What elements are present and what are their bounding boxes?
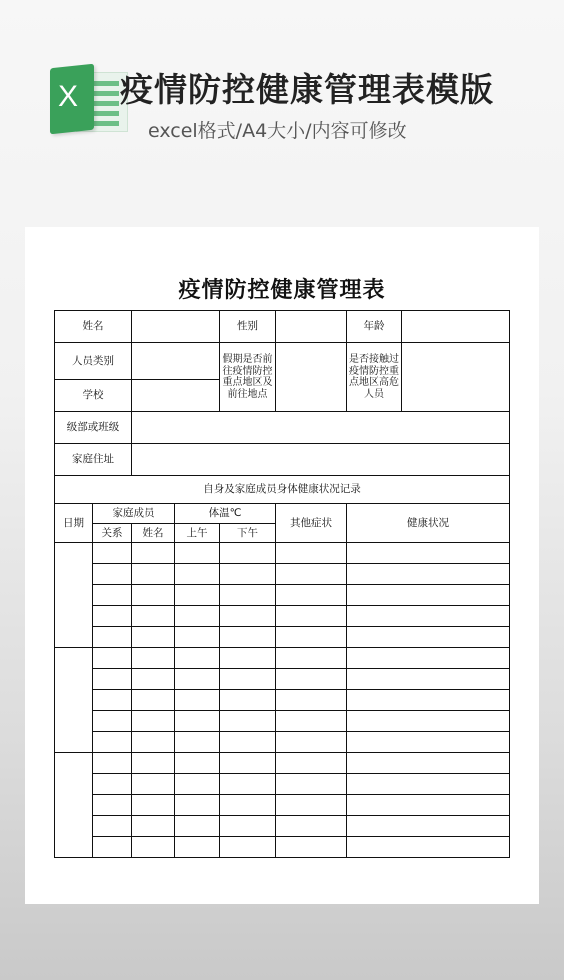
header-date: 日期: [55, 504, 93, 543]
record-name-cell[interactable]: [132, 837, 175, 858]
record-name-cell[interactable]: [132, 543, 175, 564]
record-health-cell[interactable]: [347, 669, 510, 690]
record-relation-cell[interactable]: [93, 690, 132, 711]
record-health-cell[interactable]: [347, 711, 510, 732]
record-relation-cell[interactable]: [93, 837, 132, 858]
field-age[interactable]: [402, 311, 510, 343]
record-relation-cell[interactable]: [93, 648, 132, 669]
record-symptoms-cell[interactable]: [276, 585, 347, 606]
record-name-cell[interactable]: [132, 606, 175, 627]
record-health-cell[interactable]: [347, 816, 510, 837]
record-symptoms-cell[interactable]: [276, 795, 347, 816]
record-afternoon-temp-cell[interactable]: [220, 669, 276, 690]
form-title: 疫情防控健康管理表: [178, 277, 386, 303]
record-health-cell[interactable]: [347, 543, 510, 564]
record-morning-temp-cell[interactable]: [175, 585, 220, 606]
record-afternoon-temp-cell[interactable]: [220, 585, 276, 606]
record-name-cell[interactable]: [132, 711, 175, 732]
page-subtitle: excel格式/A4大小/内容可修改: [148, 120, 407, 142]
header: [0, 0, 564, 200]
header-relation: 关系: [93, 524, 132, 543]
record-morning-temp-cell[interactable]: [175, 774, 220, 795]
record-symptoms-cell[interactable]: [276, 627, 347, 648]
record-health-cell[interactable]: [347, 690, 510, 711]
record-name-cell[interactable]: [132, 585, 175, 606]
field-contact[interactable]: [402, 343, 510, 412]
header-temperature: 体温℃: [175, 504, 276, 524]
record-row: [55, 795, 510, 816]
record-symptoms-cell[interactable]: [276, 564, 347, 585]
label-contact: 是否接触过疫情防控重点地区高危人员: [347, 343, 402, 412]
field-address[interactable]: [132, 444, 510, 476]
record-symptoms-cell[interactable]: [276, 774, 347, 795]
header-health-status: 健康状况: [347, 504, 510, 543]
header-morning: 上午: [175, 524, 220, 543]
record-morning-temp-cell[interactable]: [175, 690, 220, 711]
record-afternoon-temp-cell[interactable]: [220, 543, 276, 564]
record-relation-cell[interactable]: [93, 816, 132, 837]
record-row: [55, 837, 510, 858]
record-row: [55, 711, 510, 732]
record-afternoon-temp-cell[interactable]: [220, 732, 276, 753]
page-title: 疫情防控健康管理表模版: [120, 70, 494, 109]
record-name-cell[interactable]: [132, 690, 175, 711]
record-afternoon-temp-cell[interactable]: [220, 795, 276, 816]
record-morning-temp-cell[interactable]: [175, 816, 220, 837]
record-afternoon-temp-cell[interactable]: [220, 753, 276, 774]
record-row: [55, 648, 510, 669]
record-row: [55, 816, 510, 837]
label-holiday-travel: 假期是否前往疫情防控重点地区及前往地点: [220, 343, 276, 412]
record-morning-temp-cell[interactable]: [175, 753, 220, 774]
record-morning-temp-cell[interactable]: [175, 564, 220, 585]
health-form-table: [54, 310, 510, 858]
record-afternoon-temp-cell[interactable]: [220, 606, 276, 627]
label-name: 姓名: [55, 311, 132, 343]
excel-letter: X: [58, 80, 79, 113]
record-health-cell[interactable]: [347, 564, 510, 585]
record-name-cell[interactable]: [132, 753, 175, 774]
record-relation-cell[interactable]: [93, 774, 132, 795]
record-name-cell[interactable]: [132, 564, 175, 585]
record-symptoms-cell[interactable]: [276, 543, 347, 564]
record-health-cell[interactable]: [347, 627, 510, 648]
section-title: 自身及家庭成员身体健康状况记录: [55, 476, 510, 504]
record-symptoms-cell[interactable]: [276, 690, 347, 711]
record-symptoms-cell[interactable]: [276, 753, 347, 774]
record-health-cell[interactable]: [347, 648, 510, 669]
record-name-cell[interactable]: [132, 774, 175, 795]
record-health-cell[interactable]: [347, 837, 510, 858]
record-row: [55, 606, 510, 627]
record-relation-cell[interactable]: [93, 711, 132, 732]
header-family-member: 家庭成员: [93, 504, 175, 524]
record-health-cell[interactable]: [347, 585, 510, 606]
record-relation-cell[interactable]: [93, 606, 132, 627]
record-afternoon-temp-cell[interactable]: [220, 837, 276, 858]
label-school: 学校: [55, 380, 132, 412]
field-holiday-travel[interactable]: [276, 343, 347, 412]
record-morning-temp-cell[interactable]: [175, 669, 220, 690]
field-person-type[interactable]: [132, 343, 220, 380]
record-health-cell[interactable]: [347, 753, 510, 774]
header-other-symptoms: 其他症状: [276, 504, 347, 543]
record-morning-temp-cell[interactable]: [175, 837, 220, 858]
record-name-cell[interactable]: [132, 816, 175, 837]
record-afternoon-temp-cell[interactable]: [220, 648, 276, 669]
record-symptoms-cell[interactable]: [276, 837, 347, 858]
record-row: [55, 585, 510, 606]
record-relation-cell[interactable]: [93, 753, 132, 774]
excel-icon: [48, 64, 128, 136]
record-row: [55, 669, 510, 690]
record-symptoms-cell[interactable]: [276, 606, 347, 627]
record-health-cell[interactable]: [347, 774, 510, 795]
record-row: [55, 774, 510, 795]
record-morning-temp-cell[interactable]: [175, 606, 220, 627]
record-row: [55, 690, 510, 711]
label-gender: 性别: [220, 311, 276, 343]
field-gender[interactable]: [276, 311, 347, 343]
record-morning-temp-cell[interactable]: [175, 711, 220, 732]
record-name-cell[interactable]: [132, 732, 175, 753]
record-row: [55, 543, 510, 564]
record-date-cell[interactable]: [55, 543, 93, 648]
record-relation-cell[interactable]: [93, 543, 132, 564]
record-row: [55, 753, 510, 774]
record-health-cell[interactable]: [347, 732, 510, 753]
record-relation-cell[interactable]: [93, 732, 132, 753]
header-member-name: 姓名: [132, 524, 175, 543]
record-morning-temp-cell[interactable]: [175, 648, 220, 669]
label-class: 级部或班级: [55, 412, 132, 444]
record-morning-temp-cell[interactable]: [175, 543, 220, 564]
header-afternoon: 下午: [220, 524, 276, 543]
record-symptoms-cell[interactable]: [276, 648, 347, 669]
record-name-cell[interactable]: [132, 648, 175, 669]
record-relation-cell[interactable]: [93, 585, 132, 606]
label-address: 家庭住址: [55, 444, 132, 476]
record-name-cell[interactable]: [132, 795, 175, 816]
record-afternoon-temp-cell[interactable]: [220, 711, 276, 732]
field-class[interactable]: [132, 412, 510, 444]
record-health-cell[interactable]: [347, 606, 510, 627]
record-relation-cell[interactable]: [93, 564, 132, 585]
field-school[interactable]: [132, 380, 220, 412]
record-symptoms-cell[interactable]: [276, 669, 347, 690]
record-date-cell[interactable]: [55, 648, 93, 753]
record-symptoms-cell[interactable]: [276, 732, 347, 753]
record-afternoon-temp-cell[interactable]: [220, 690, 276, 711]
record-relation-cell[interactable]: [93, 795, 132, 816]
record-afternoon-temp-cell[interactable]: [220, 564, 276, 585]
record-morning-temp-cell[interactable]: [175, 795, 220, 816]
record-name-cell[interactable]: [132, 669, 175, 690]
label-age: 年龄: [347, 311, 402, 343]
label-person-type: 人员类别: [55, 343, 132, 380]
record-morning-temp-cell[interactable]: [175, 627, 220, 648]
record-name-cell[interactable]: [132, 627, 175, 648]
record-afternoon-temp-cell[interactable]: [220, 774, 276, 795]
record-afternoon-temp-cell[interactable]: [220, 816, 276, 837]
record-symptoms-cell[interactable]: [276, 711, 347, 732]
document-preview: [25, 227, 539, 904]
record-relation-cell[interactable]: [93, 669, 132, 690]
record-health-cell[interactable]: [347, 795, 510, 816]
record-morning-temp-cell[interactable]: [175, 732, 220, 753]
record-symptoms-cell[interactable]: [276, 816, 347, 837]
record-date-cell[interactable]: [55, 753, 93, 858]
record-relation-cell[interactable]: [93, 627, 132, 648]
record-afternoon-temp-cell[interactable]: [220, 627, 276, 648]
record-row: [55, 564, 510, 585]
record-row: [55, 627, 510, 648]
field-name[interactable]: [132, 311, 220, 343]
record-row: [55, 732, 510, 753]
